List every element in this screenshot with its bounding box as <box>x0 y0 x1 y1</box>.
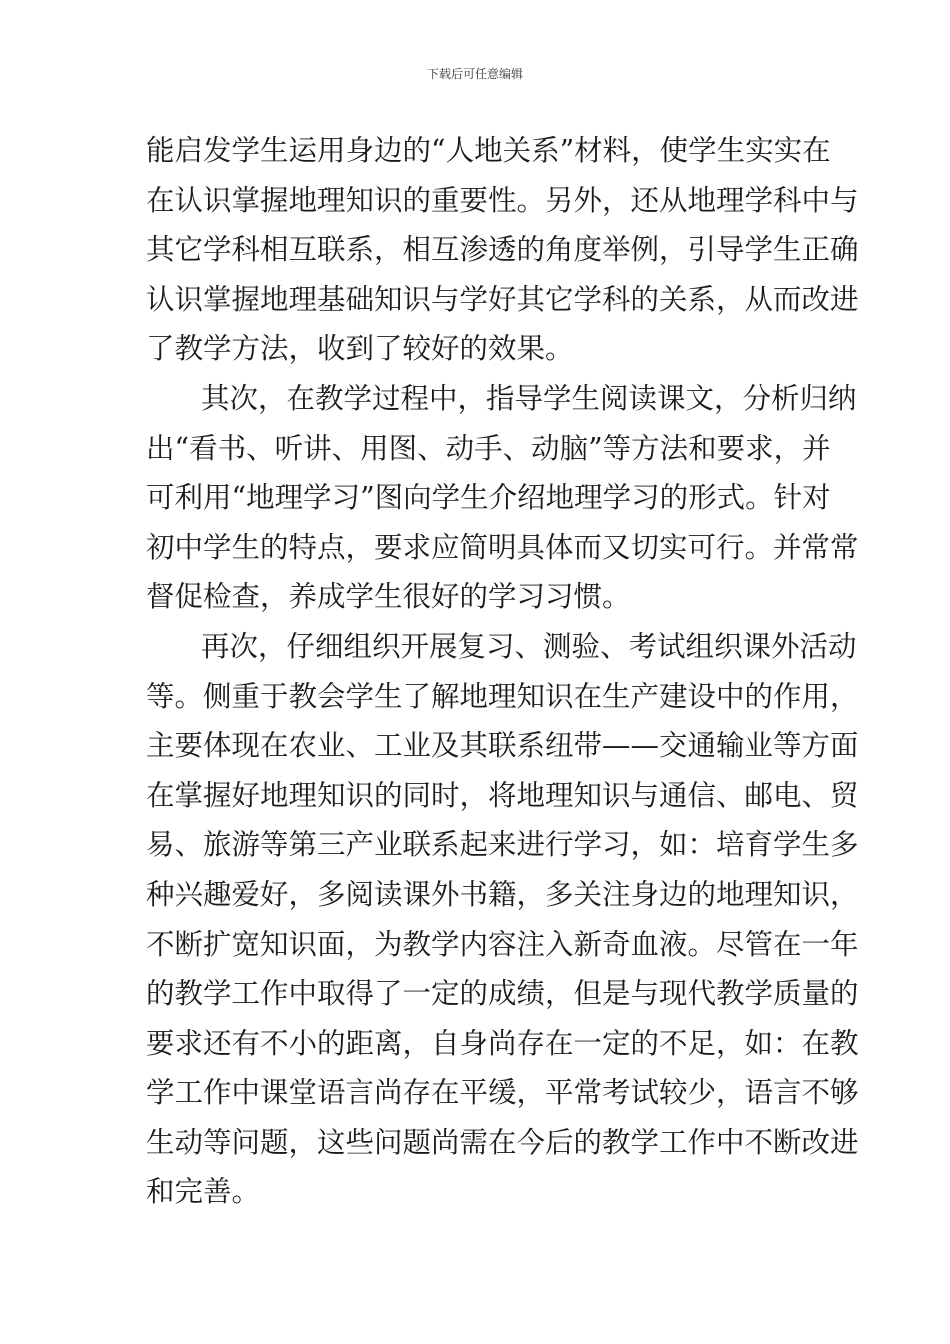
text-line: 能启发学生运用身边的“人地关系”材料，使学生实实在 <box>146 134 831 167</box>
text-line: 认识掌握地理基础知识与学好其它学科的关系，从而改进 <box>146 282 859 316</box>
document-body <box>146 126 859 1217</box>
text-line: 要求还有不小的距离，自身尚存在一定的不足，如：在教 <box>146 1026 859 1060</box>
text-line: 在认识掌握地理知识的重要性。另外，还从地理学科中与 <box>146 183 859 217</box>
text-line: 出“看书、听讲、用图、动手、动脑”等方法和要求，并 <box>146 431 831 465</box>
text-line: 易、旅游等第三产业联系起来进行学习，如：培育学生多 <box>146 828 859 862</box>
text-line: 了教学方法，收到了较好的效果。 <box>146 332 574 366</box>
text-line: 等。侧重于教会学生了解地理知识在生产建设中的作用， <box>146 679 859 713</box>
paragraph-first-line: 再次，仔细组织开展复习、测验、考试组织课外活动 <box>201 629 857 663</box>
text-line: 学工作中课堂语言尚存在平缓，平常考试较少，语言不够 <box>146 1076 859 1110</box>
paragraph-first-line: 其次，在教学过程中，指导学生阅读课文，分析归纳 <box>201 381 857 415</box>
text-line: 其它学科相互联系，相互渗透的角度举例，引导学生正确 <box>146 233 859 267</box>
page-header-note: 下载后可任意编辑 <box>426 67 523 81</box>
text-line: 生动等问题，这些问题尚需在今后的教学工作中不断改进 <box>146 1125 859 1159</box>
text-line: 初中学生的特点，要求应简明具体而又切实可行。并常常 <box>146 530 859 564</box>
text-line: 督促检查，养成学生很好的学习习惯。 <box>146 580 631 614</box>
text-line: 不断扩宽知识面，为教学内容注入新奇血液。尽管在一年 <box>146 927 859 961</box>
text-line: 的教学工作中取得了一定的成绩，但是与现代教学质量的 <box>146 977 859 1011</box>
text-line: 种兴趣爱好，多阅读课外书籍，多关注身边的地理知识， <box>146 877 859 911</box>
text-line: 和完善。 <box>146 1175 261 1209</box>
text-line: 主要体现在农业、工业及其联系纽带——交通输业等方面 <box>146 729 859 763</box>
text-line: 可利用“地理学习”图向学生介绍地理学习的形式。针对 <box>146 481 831 515</box>
text-line: 在掌握好地理知识的同时，将地理知识与通信、邮电、贸 <box>146 778 859 812</box>
